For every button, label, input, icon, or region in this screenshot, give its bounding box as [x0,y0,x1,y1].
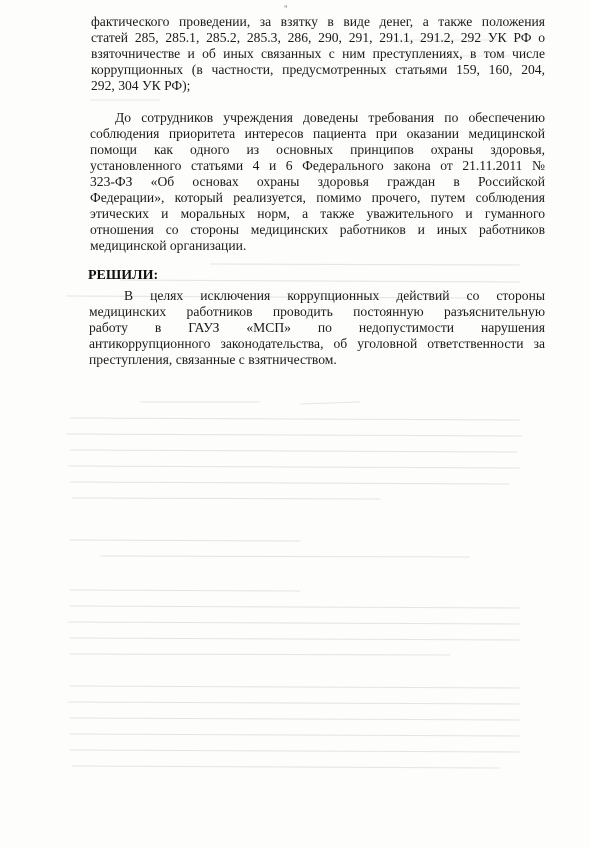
text-line: До сотрудников учреждения доведены требования по обеспечению [115,110,545,125]
text-line: Федерации», который реализуется, помимо прочего, путем соблюдения [90,190,545,205]
page-number-mark: " [284,4,288,14]
text-line: взяточничестве и об иных связанных с ним преступлениях, в том числе [91,46,545,61]
text-line: преступления, связанные с взятничеством. [89,352,337,367]
text-line: В целях исключения коррупционных действий со стороны [124,288,545,303]
text-line: фактического проведении, за взятку в виде денег, а также положения [91,14,545,29]
text-line: 323-ФЗ «Об основах охраны здоровья граждан в Российской [90,174,545,189]
text-line: медицинских работников проводить постоянную разъяснительную [89,304,545,319]
text-line: медицинской организации. [90,238,247,253]
text-line: антикоррупционного законодательства, об уголовной ответственности за [89,336,545,351]
text-line: отношения со стороны медицинских работников и иных работников [90,222,545,237]
text-line: установленного статьями 4 и 6 Федерального закона от 21.11.2011 № [90,158,545,173]
text-line: этических и моральных норм, а также уважительного и гуманного [90,206,545,221]
paragraph-requirements [90,110,545,254]
text-line: помощи как одного из основных принципов охраны здоровья, [90,142,545,157]
text-line: коррупционных (в частности, предусмотренных статьями 159, 160, 204, [91,62,545,77]
text-line: работу в ГАУЗ «МСП» по недопустимости нарушения [89,320,545,335]
text-line: статей 285, 285.1, 285.2, 285.3, 286, 290, 291, 291.1, 291.2, 292 УК РФ о [91,30,545,45]
section-heading-resolved: РЕШИЛИ: [88,268,159,283]
text-line: соблюдения приоритета интересов пациента при оказании медицинской [90,126,545,141]
text-line: 292, 304 УК РФ); [91,78,191,93]
paragraph-resolution [89,288,545,368]
paragraph-continuation [91,14,545,94]
